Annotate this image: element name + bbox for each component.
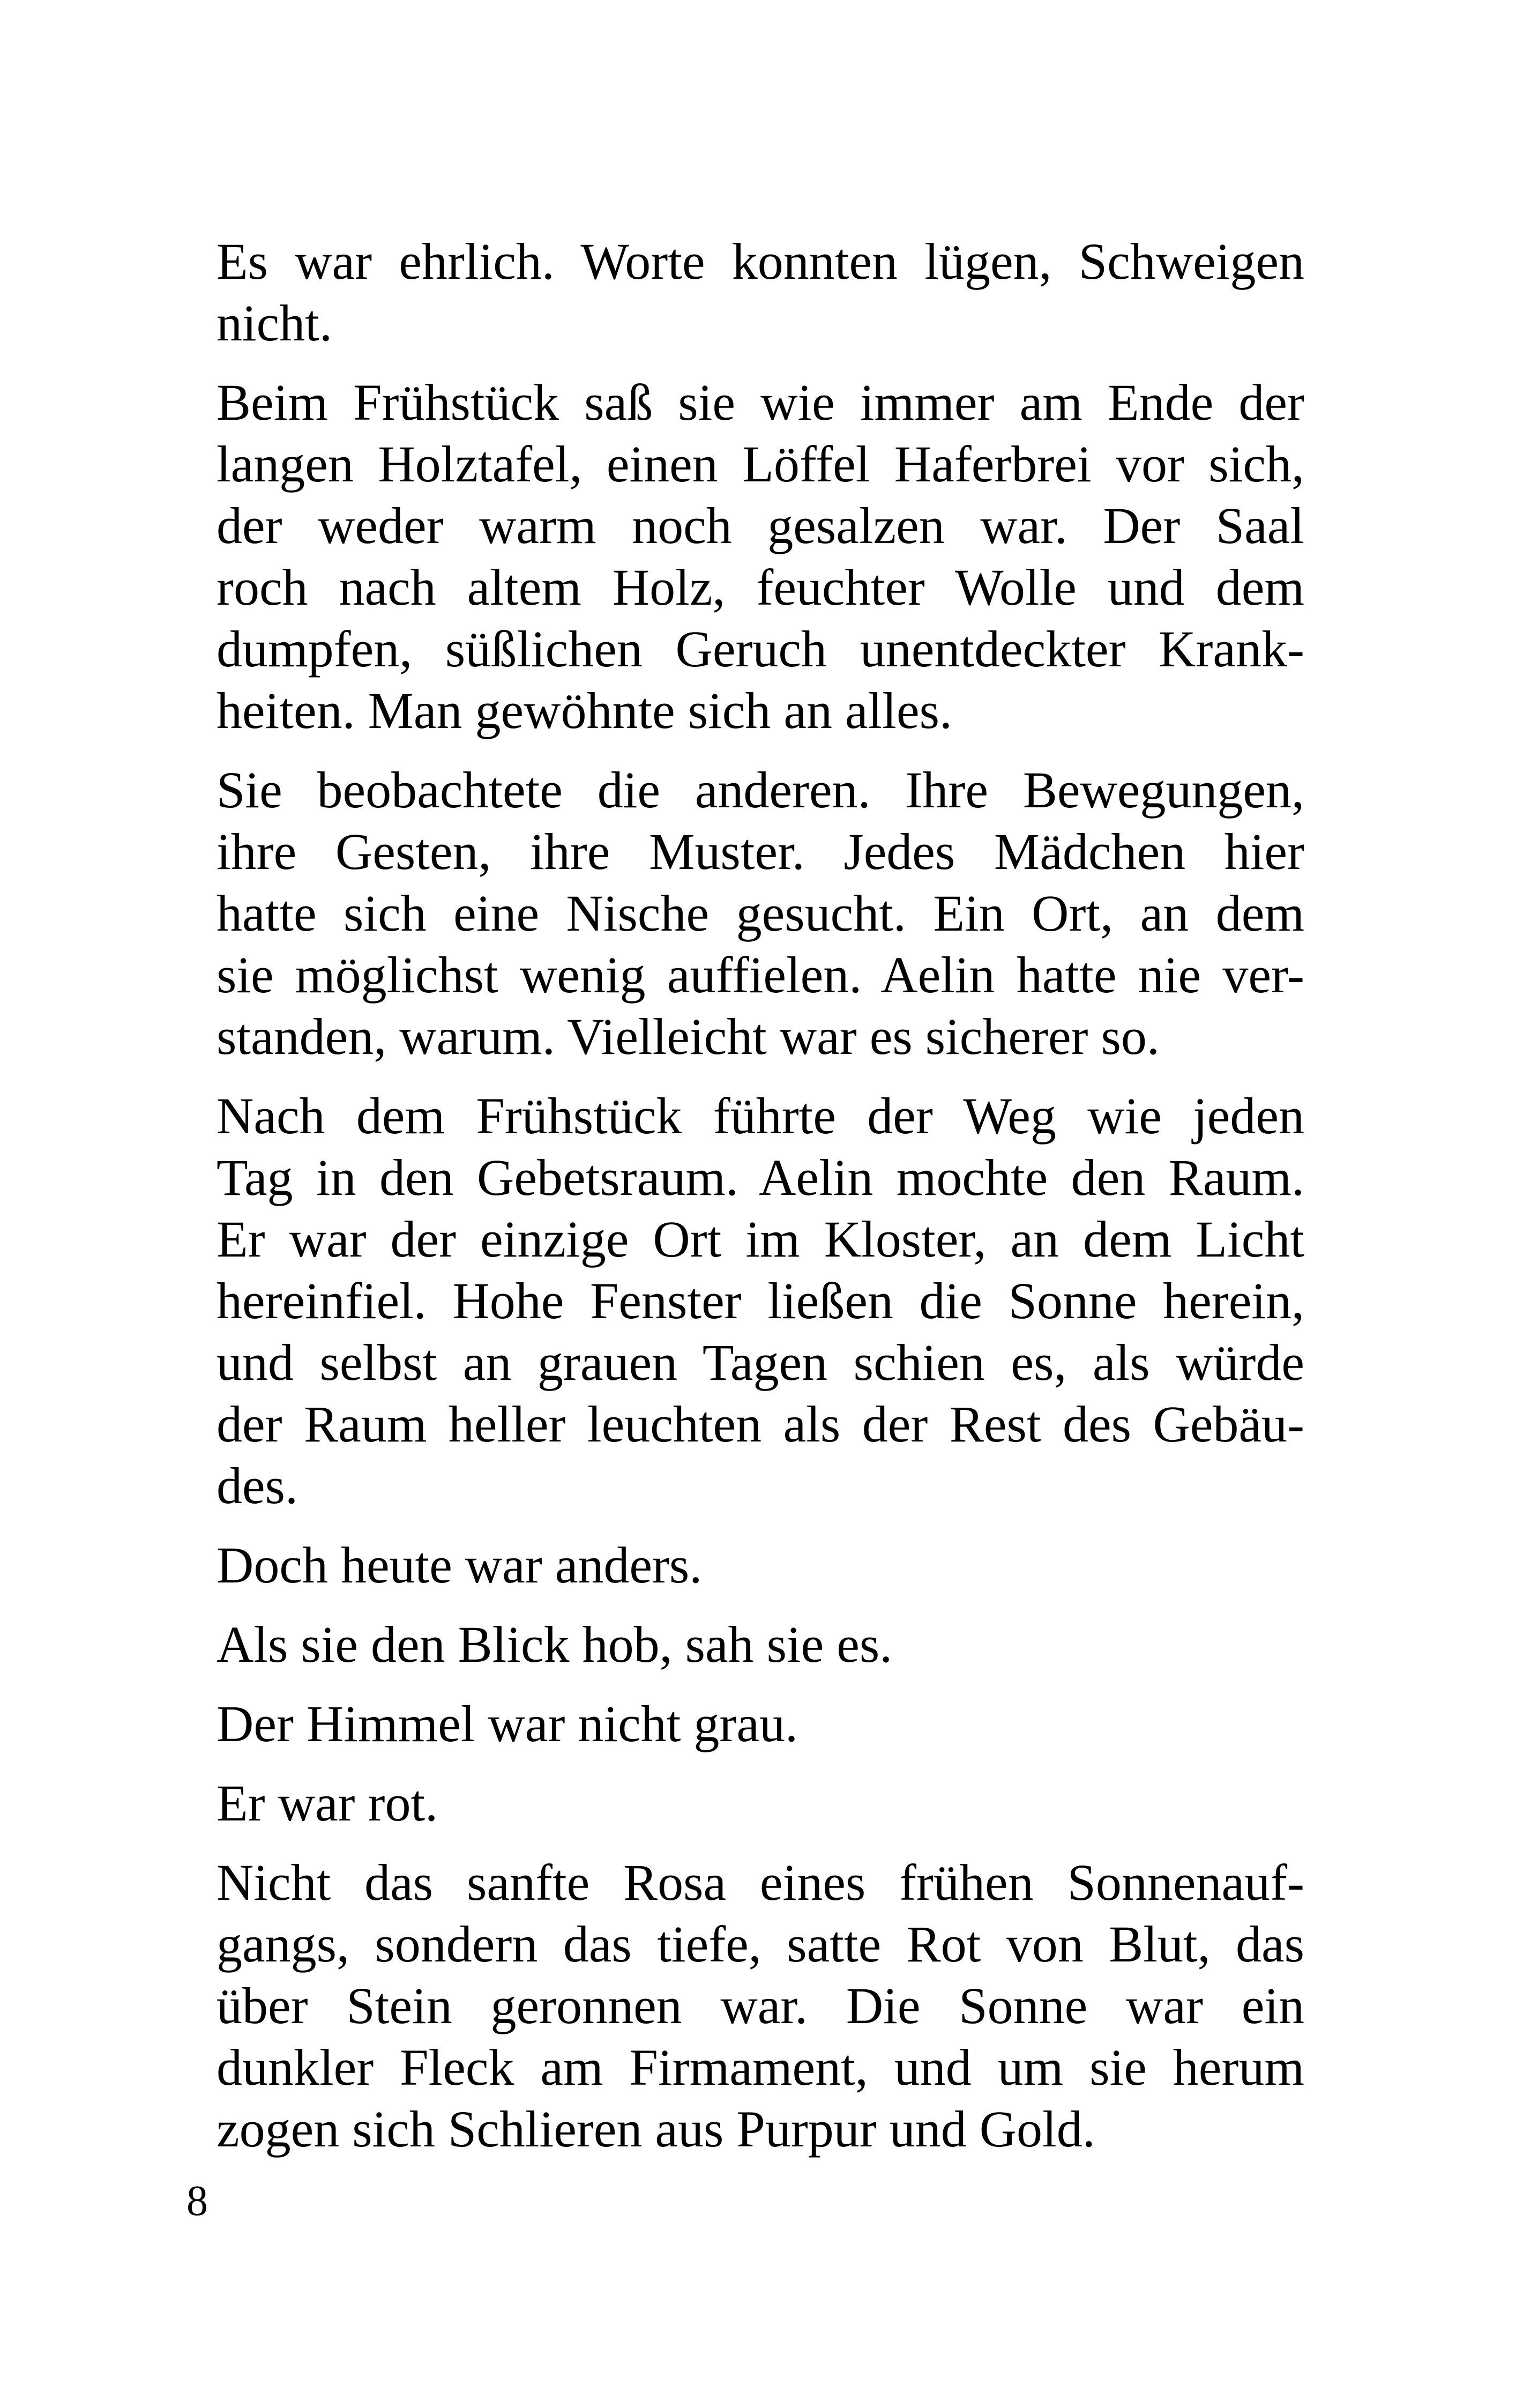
text-line: hatte sich eine Nische gesucht. Ein Ort, an dem [216,885,1304,942]
text-line: Er war rot. [216,1774,438,1832]
paragraph [216,1772,1304,1834]
text-line: der weder warm noch gesalzen war. Der Saal [216,497,1304,554]
text-line: heiten. Man gewöhnte sich an alles. [216,682,952,739]
text-line: Tag in den Gebetsraum. Aelin mochte den Raum. [216,1149,1304,1206]
text-line: zogen sich Schlieren aus Purpur und Gold. [216,2100,1095,2158]
text-line: langen Holztafel, einen Löffel Haferbrei vor sich, [216,435,1304,493]
text-line: Als sie den Blick hob, sah sie es. [216,1616,893,1673]
paragraph [216,759,1304,1067]
text-line: roch nach altem Holz, feuchter Wolle und dem [216,559,1304,616]
text-line: nicht. [216,294,332,352]
text-line: Sie beobachtete die anderen. Ihre Bewegungen, [216,761,1304,819]
text-line: Der Himmel war nicht grau. [216,1695,798,1752]
text-line: Er war der einzige Ort im Kloster, an dem Licht [216,1210,1304,1268]
page-number: 8 [186,2177,208,2225]
text-line: Nach dem Frühstück führte der Weg wie jeden [216,1087,1304,1144]
paragraph [216,1852,1304,2160]
text-line: Beim Frühstück saß sie wie immer am Ende der [216,374,1304,431]
paragraph [216,231,1304,354]
text-line: über Stein geronnen war. Die Sonne war ein [216,1977,1304,2034]
paragraph [216,371,1304,741]
text-line: gangs, sondern das tiefe, satte Rot von Blut, das [216,1915,1304,1973]
text-line: der Raum heller leuchten als der Rest des Gebäu- [216,1395,1304,1453]
text-line: dunkler Fleck am Firmament, und um sie herum [216,2039,1304,2096]
text-line: standen, warum. Vielleicht war es sicherer so. [216,1008,1160,1065]
text-line: hereinfiel. Hohe Fenster ließen die Sonne herein, [216,1272,1304,1329]
paragraph [216,1534,1304,1596]
text-line: Doch heute war anders. [216,1536,703,1594]
body-text [216,231,1304,2177]
text-line: Es war ehrlich. Worte konnten lügen, Schweigen [216,233,1304,290]
text-line: ihre Gesten, ihre Muster. Jedes Mädchen hier [216,823,1304,880]
text-line: Nicht das sanfte Rosa eines frühen Sonnenauf- [216,1854,1304,1911]
text-line: des. [216,1457,298,1514]
text-line: und selbst an grauen Tagen schien es, als würde [216,1334,1304,1391]
paragraph [216,1693,1304,1755]
paragraph [216,1614,1304,1675]
text-line: sie möglichst wenig auffielen. Aelin hatte nie ver- [216,946,1304,1004]
paragraph [216,1085,1304,1517]
text-line: dumpfen, süßlichen Geruch unentdeckter Krank- [216,620,1304,678]
